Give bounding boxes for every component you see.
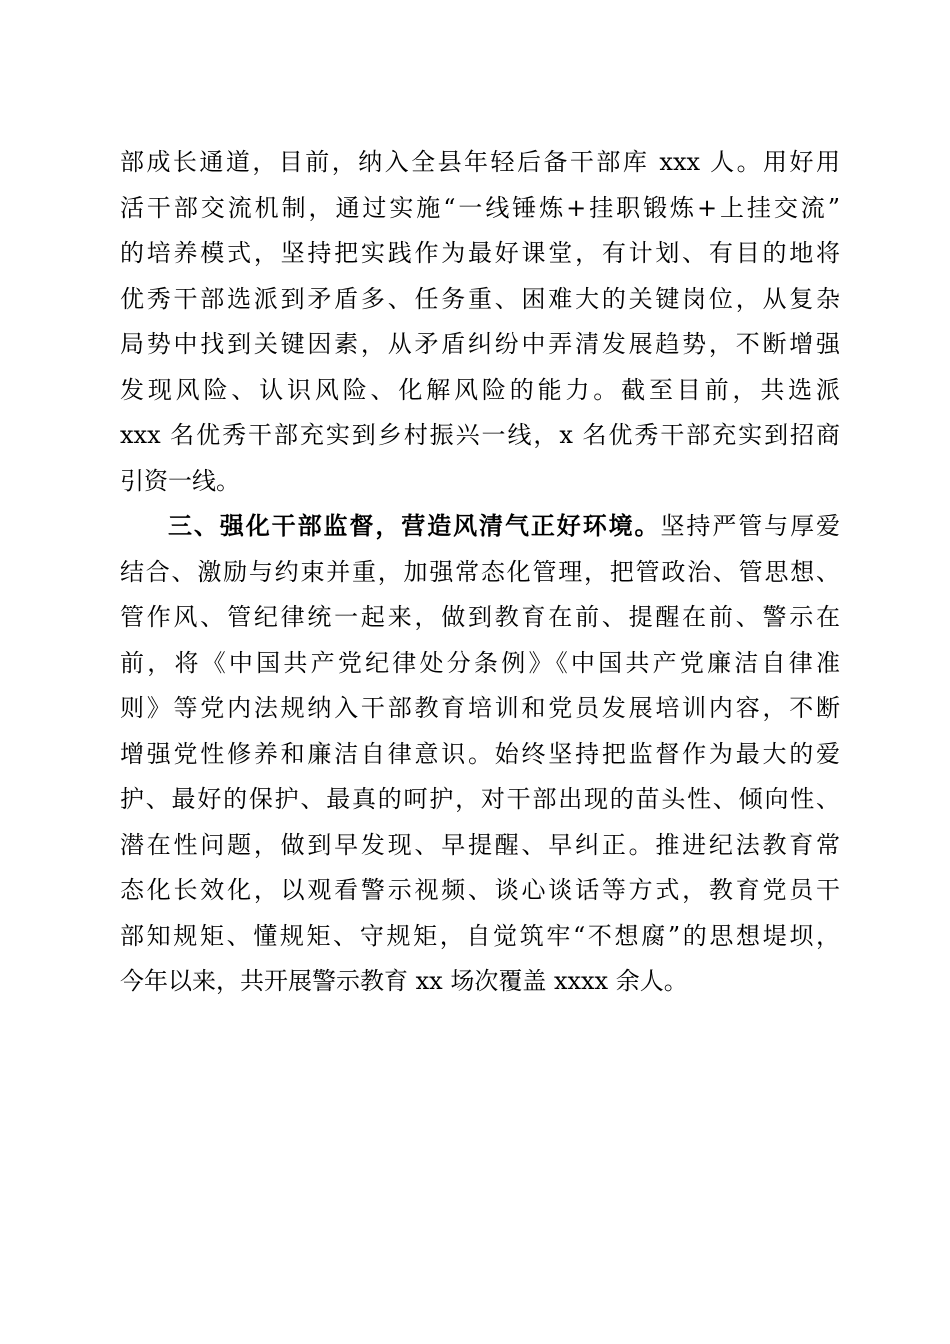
heading-line-rest: 坚持严管与厚爱	[660, 512, 841, 540]
text-line: 结合、激励与约束并重，加强常态化管理，把管政治、管思想、	[120, 557, 840, 586]
text-line: 潜在性问题，做到早发现、早提醒、早纠正。推进纪法教育常	[120, 830, 840, 859]
heading-line	[120, 504, 840, 550]
text-line: 的培养模式，坚持把实践作为最好课堂，有计划、有目的地将	[120, 239, 840, 267]
document-body	[120, 140, 840, 1005]
text-line: 增强党性修养和廉洁自律意识。始终坚持把监督作为最大的爱	[120, 739, 840, 768]
text-line: 护、最好的保护、最真的呵护，对干部出现的苗头性、倾向性、	[120, 785, 840, 813]
text-line: 部成长通道，目前，纳入全县年轻后备干部库 xxx 人。用好用	[120, 148, 840, 176]
text-line: 引资一线。	[120, 466, 240, 495]
text-line: 今年以来，共开展警示教育 xx 场次覆盖 xxxx 余人。	[120, 967, 688, 995]
section-heading: 三、强化干部监督，营造风清气正好环境。	[168, 512, 661, 540]
text-line: 活干部交流机制，通过实施“一线锤炼+挂职锻炼+上挂交流”	[120, 193, 840, 222]
text-line: 前，将《中国共产党纪律处分条例》《中国共产党廉洁自律准	[120, 648, 840, 677]
text-line: 局势中找到关键因素，从矛盾纠纷中弄清发展趋势，不断增强	[120, 330, 840, 358]
text-line: 部知规矩、懂规矩、守规矩，自觉筑牢“不想腐”的思想堤坝，	[120, 921, 840, 950]
paragraph-cadre-supervision	[120, 504, 840, 1005]
text-line: 管作风、管纪律统一起来，做到教育在前、提醒在前、警示在	[120, 603, 840, 631]
text-line: 发现风险、认识风险、化解风险的能力。截至目前，共选派	[120, 375, 840, 404]
paragraph-cadre-exchange	[120, 140, 840, 504]
text-line: xxx 名优秀干部充实到乡村振兴一线，x 名优秀干部充实到招商	[120, 421, 840, 449]
text-line: 优秀干部选派到矛盾多、任务重、困难大的关键岗位，从复杂	[120, 284, 840, 313]
text-line: 态化长效化，以观看警示视频、谈心谈话等方式，教育党员干	[120, 876, 840, 904]
text-line: 则》等党内法规纳入干部教育培训和党员发展培训内容，不断	[120, 694, 840, 722]
